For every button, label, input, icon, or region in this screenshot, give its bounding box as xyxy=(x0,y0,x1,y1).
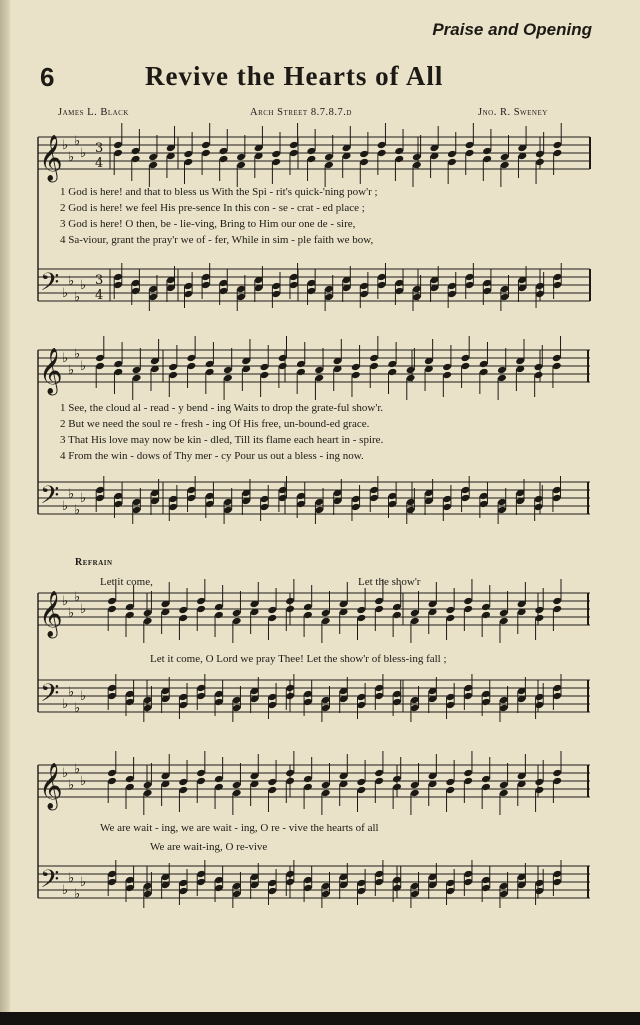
svg-text:♭: ♭ xyxy=(74,290,81,305)
svg-text:♭: ♭ xyxy=(62,766,69,781)
svg-text:𝄢: 𝄢 xyxy=(40,865,60,900)
refrain-cue-sys4-lower: We are wait-ing, O re-vive xyxy=(150,841,268,853)
svg-text:3: 3 xyxy=(95,141,104,156)
svg-text:♭: ♭ xyxy=(80,689,87,704)
svg-text:♭: ♭ xyxy=(62,594,69,609)
svg-text:♭: ♭ xyxy=(80,875,87,890)
svg-text:♭: ♭ xyxy=(68,274,75,289)
refrain-label: Refrain xyxy=(75,557,113,568)
svg-text:𝄞: 𝄞 xyxy=(39,348,63,394)
svg-text:♭: ♭ xyxy=(74,887,81,902)
svg-text:♭: ♭ xyxy=(68,685,75,700)
svg-text:𝄢: 𝄢 xyxy=(40,268,60,303)
svg-text:𝄞: 𝄞 xyxy=(39,135,63,181)
svg-text:𝄞: 𝄞 xyxy=(39,591,63,637)
svg-text:♭: ♭ xyxy=(80,602,87,617)
svg-text:4: 4 xyxy=(95,288,104,303)
verse-3-line-a: 3 God is here! O then, be - lie-ving, Bring to Him our one de - sire, xyxy=(60,218,356,230)
svg-text:𝄞: 𝄞 xyxy=(39,763,63,809)
verse-2-line-a: 2 God is here! we feel His pre-sence In this con - se - crat - ed place ; xyxy=(60,202,365,214)
svg-text:♭: ♭ xyxy=(74,503,81,518)
svg-text:3: 3 xyxy=(95,273,104,288)
svg-text:♭: ♭ xyxy=(62,351,69,366)
verse-1-line-a: 1 God is here! and that to bless us With the Spi - rit's quick-'ning pow'r ; xyxy=(60,186,378,198)
svg-text:♭: ♭ xyxy=(80,278,87,293)
verse-4-line-b: 4 From the win - dows of Thy mer - cy Pour us out a bless - ing now. xyxy=(60,450,364,462)
svg-text:♭: ♭ xyxy=(74,134,81,149)
tune-name: Arch Street 8.7.8.7.d xyxy=(250,107,352,118)
svg-text:𝄢: 𝄢 xyxy=(40,679,60,714)
svg-text:𝄢: 𝄢 xyxy=(40,481,60,516)
composer-credit: Jno. R. Sweney xyxy=(478,107,548,118)
svg-text:♭: ♭ xyxy=(62,138,69,153)
refrain-cue-upper-2: Let the show'r xyxy=(358,576,421,588)
section-heading: Praise and Opening xyxy=(432,20,592,39)
svg-text:♭: ♭ xyxy=(62,499,69,514)
svg-text:♭: ♭ xyxy=(80,359,87,374)
hymn-number: 6 xyxy=(40,62,55,92)
refrain-cue-upper-1: Let it come, xyxy=(100,576,153,588)
svg-text:♭: ♭ xyxy=(74,701,81,716)
refrain-cue-lower: Let it come, O Lord we pray Thee! Let the show'r of bless-ing fall ; xyxy=(150,653,447,665)
svg-text:♭: ♭ xyxy=(68,363,75,378)
verse-3-line-b: 3 That His love may now be kin - dled, Till its flame each heart in - spire. xyxy=(60,434,384,446)
svg-text:♭: ♭ xyxy=(62,883,69,898)
svg-text:♭: ♭ xyxy=(68,487,75,502)
svg-text:♭: ♭ xyxy=(74,347,81,362)
svg-text:♭: ♭ xyxy=(62,697,69,712)
svg-text:♭: ♭ xyxy=(80,491,87,506)
svg-text:♭: ♭ xyxy=(80,146,87,161)
refrain-cue-sys4-upper: We are wait - ing, we are wait - ing, O re - vive the hearts of all xyxy=(100,822,379,834)
author-credit: James L. Black xyxy=(58,107,129,118)
svg-text:♭: ♭ xyxy=(62,286,69,301)
svg-text:♭: ♭ xyxy=(68,150,75,165)
verse-1-line-b: 1 See, the cloud al - read - y bend - ing Waits to drop the grate-ful show'r. xyxy=(60,402,384,414)
svg-text:♭: ♭ xyxy=(74,762,81,777)
verse-4-line-a: 4 Sa-viour, grant the pray'r we of - fer, While in sim - ple faith we bow, xyxy=(60,234,374,246)
svg-text:4: 4 xyxy=(95,156,104,171)
svg-text:♭: ♭ xyxy=(80,774,87,789)
svg-text:♭: ♭ xyxy=(68,606,75,621)
verse-2-line-b: 2 But we need the soul re - fresh - ing Of His free, un-bound-ed grace. xyxy=(60,418,370,430)
svg-text:♭: ♭ xyxy=(68,871,75,886)
svg-text:♭: ♭ xyxy=(74,590,81,605)
hymn-title: Revive the Hearts of All xyxy=(145,61,444,91)
svg-text:♭: ♭ xyxy=(68,778,75,793)
